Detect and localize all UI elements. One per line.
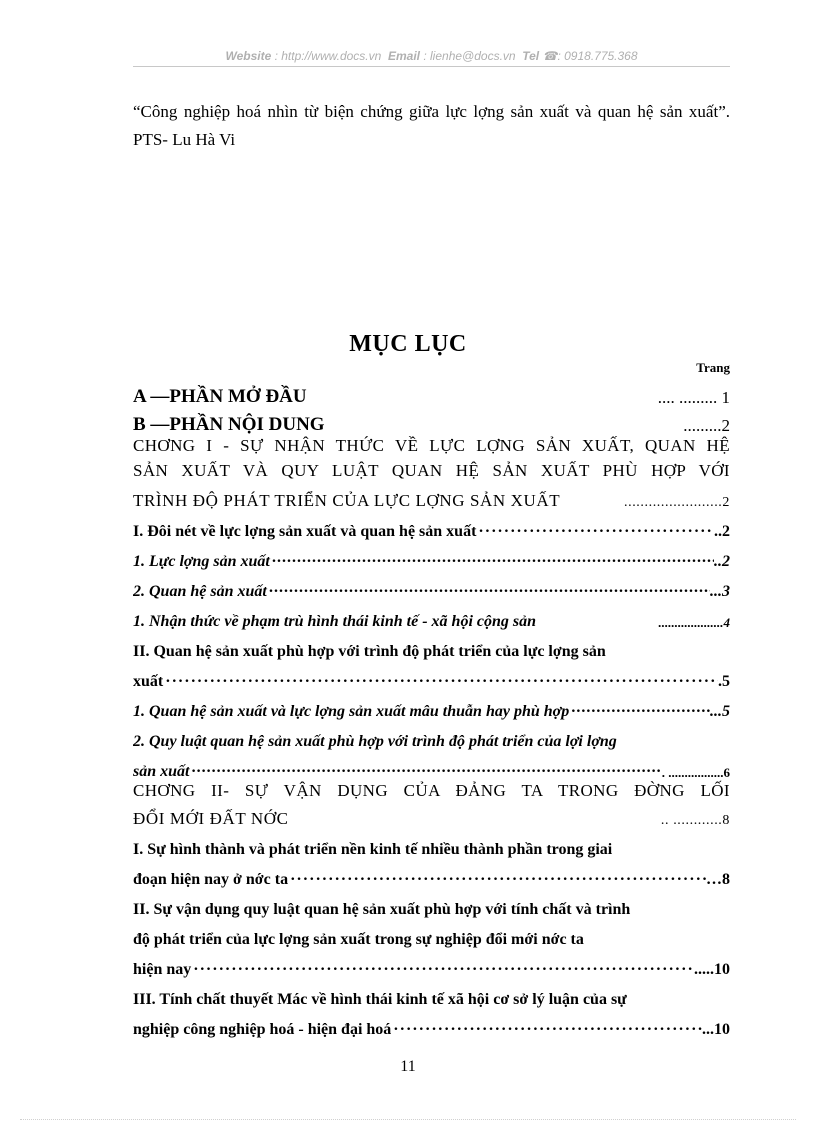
toc-entry-page: ........................2 (624, 495, 730, 510)
toc-entry (133, 380, 730, 408)
toc-entry-text: 1. Quan hệ sản xuất và lực lợng sản xuất mâu thuẫn hay phù hợp (133, 703, 570, 720)
toc-entry-page: .5 (718, 673, 730, 690)
tel-label: Tel (522, 49, 540, 63)
toc-entry-page: ...3 (710, 583, 730, 600)
toc-entry (133, 859, 730, 889)
toc-entry (133, 601, 730, 631)
toc-entry-text: III. Tính chất thuyết Mác về hình thái kinh tế xã hội cơ sở lý luận của sự (133, 991, 627, 1008)
page-header (133, 48, 730, 67)
toc-entry-text: 1. Lực lợng sản xuất (133, 553, 270, 570)
toc-entry-page: ..2 (714, 553, 730, 570)
footer-divider (20, 1119, 796, 1120)
toc-entry (133, 889, 730, 919)
toc-entry-text: đoạn hiện nay ở nớc ta (133, 871, 289, 888)
page-number: 11 (400, 1058, 416, 1075)
toc-entry-text: 2. Quan hệ sản xuất (133, 583, 267, 600)
toc-entry (133, 949, 730, 979)
toc-entry-page: …8 (706, 871, 730, 888)
toc-leader-dots (288, 871, 706, 889)
toc-entry-page: .........2 (683, 416, 730, 435)
toc-entry (133, 408, 730, 436)
toc-entry (133, 691, 730, 721)
toc-entry (133, 1009, 730, 1039)
toc-chapter-line: SẢN XUẤT VÀ QUY LUẬT QUAN HỆ SẢN XUẤT PHÙ HỢP VỚI (133, 461, 730, 480)
toc-entry-page: ...5 (710, 703, 730, 720)
toc-entry-text: nghiệp công nghiệp hoá - hiện đại hoá (133, 1021, 392, 1038)
toc-entry-page: .. ............8 (660, 813, 730, 828)
website-value: : http://www.docs.vn (274, 49, 382, 63)
toc-entry-text: độ phát triển của lực lợng sản xuất trong sự nghiệp đổi mới nớc ta (133, 931, 584, 948)
toc-entry (133, 541, 730, 571)
tel-value: : 0918.775.368 (557, 49, 638, 63)
toc-chapter-line: CHƠNG II- SỰ VẬN DỤNG CỦA ĐẢNG TA TRONG ĐỜNG LỐI (133, 781, 730, 800)
toc-entry-text: 1. Nhận thức về phạm trù hình thái kinh tế - xã hội cộng sản (133, 613, 537, 630)
toc-entry-text: sản xuất (133, 763, 190, 780)
quote-citation: “Công nghiệp hoá nhìn từ biện chứng giữa lực lợng sản xuất và quan hệ sản xuất”. PTS- Lu Hà Vi (133, 102, 730, 149)
toc-entry (133, 979, 730, 1009)
toc-entry (133, 661, 730, 691)
toc-entry-text: I. Sự hình thành và phát triển nền kinh tế nhiều thành phần trong giai (133, 841, 613, 858)
toc-entry (133, 829, 730, 859)
toc-entry (133, 721, 730, 751)
toc-entry-text: B —PHẦN NỘI DUNG (133, 414, 325, 435)
table-of-contents (133, 380, 730, 1039)
toc-leader-dots (191, 961, 694, 979)
toc-leader-dots (270, 553, 714, 571)
toc-entry (133, 486, 730, 511)
toc-entry-page: ..2 (714, 523, 730, 540)
toc-chapter-line: CHƠNG I - SỰ NHẬN THỨC VỀ LỰC LỢNG SẢN XUẤT, QUAN HỆ (133, 436, 730, 455)
toc-leader-dots (476, 523, 714, 541)
toc-entry-text: II. Sự vận dụng quy luật quan hệ sản xuất phù hợp với tính chất và trình (133, 901, 631, 918)
toc-entry-text: A —PHẦN MỞ ĐẦU (133, 386, 307, 407)
toc-leader-dots (163, 673, 718, 691)
email-label: Email (387, 49, 420, 63)
website-label: Website (225, 49, 272, 63)
phone-icon: ☎ (542, 49, 558, 63)
toc-entry-page: .....10 (694, 961, 730, 978)
toc-leader-dots (189, 763, 661, 781)
toc-entry-page: . .................6 (661, 765, 730, 780)
toc-entry-page: .... ......... 1 (657, 388, 730, 407)
toc-leader-dots (569, 703, 710, 721)
toc-entry-page: ...10 (702, 1021, 730, 1038)
toc-leader-dots (267, 583, 710, 601)
toc-entry (133, 751, 730, 781)
toc-entry-text: TRÌNH ĐỘ PHÁT TRIỂN CỦA LỰC LỢNG SẢN XUẤT (133, 491, 561, 510)
toc-entry (133, 803, 730, 829)
toc-entry-text: 2. Quy luật quan hệ sản xuất phù hợp với trình độ phát triển của lợi lợng (133, 733, 617, 750)
toc-entry-text: ĐỔI MỚI ĐẤT NỚC (133, 809, 289, 828)
toc-entry-text: hiện nay (133, 961, 192, 978)
toc-entry (133, 571, 730, 601)
toc-page-column-label: Trang (696, 360, 730, 375)
toc-entry-page: ....................4 (658, 615, 730, 630)
toc-entry-text: I. Đôi nét về lực lợng sản xuất và quan hệ sản xuất (133, 523, 477, 540)
toc-entry (133, 511, 730, 541)
toc-entry-text: xuất (133, 673, 164, 690)
email-value: : lienhe@docs.vn (423, 49, 516, 63)
toc-entry (133, 631, 730, 661)
toc-entry (133, 919, 730, 949)
toc-entry-text: II. Quan hệ sản xuất phù hợp với trình độ phát triển của lực lợng sản (133, 643, 606, 660)
toc-leader-dots (391, 1021, 702, 1039)
toc-title: MỤC LỤC (349, 331, 467, 357)
